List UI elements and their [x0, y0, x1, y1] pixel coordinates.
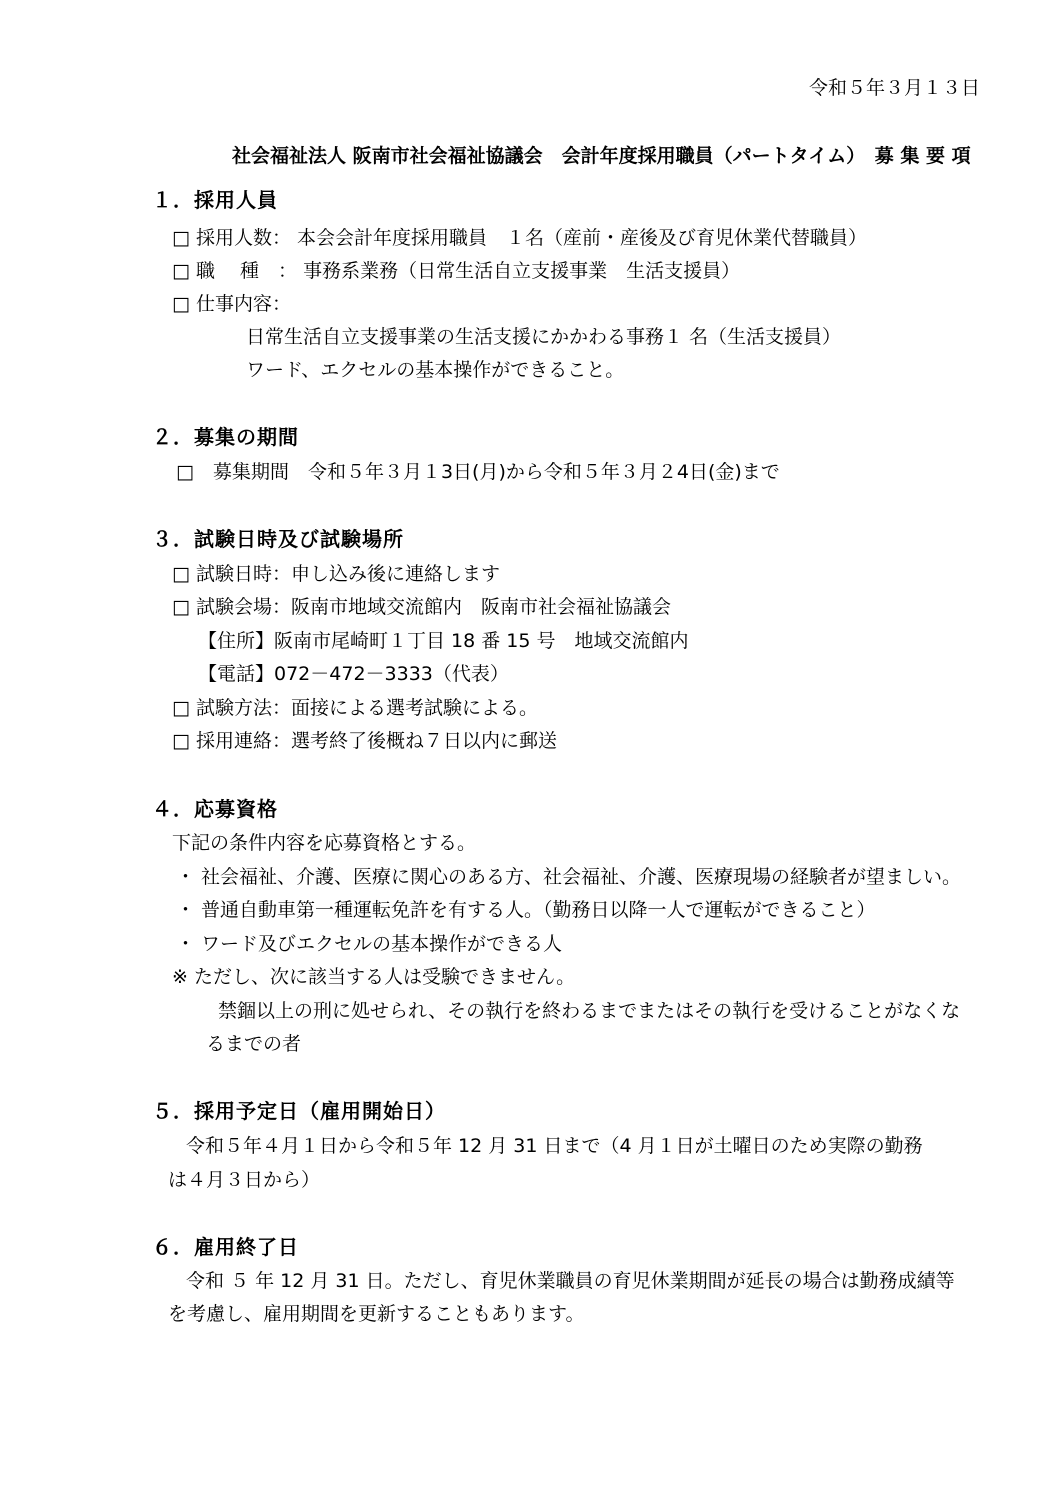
section-1-line: □ 職 種 ： 事務系業務（日常生活自立支援事業 生活支援員） — [172, 260, 741, 282]
section-4-line: 下記の条件内容を応募資格とする。 — [172, 832, 477, 854]
section-3-line: 【電話】072－472－3333（代表） — [198, 663, 509, 685]
section-4-line: ・ ワード及びエクセルの基本操作ができる人 — [176, 933, 563, 955]
section-3-line: □ 試験会場：阪南市地域交流館内 阪南市社会福祉協議会 — [172, 596, 671, 618]
section-4-line: ・ 社会福祉、介護、医療に関心のある方、社会福祉、介護、医療現場の経験者が望ましい。 — [176, 866, 962, 888]
section-1-line: ワード、エクセルの基本操作ができること。 — [246, 359, 625, 381]
section-3-line: 【住所】阪南市尾崎町１丁目 18 番 15 号 地域交流館内 — [198, 630, 689, 652]
document-date: 令和５年３月１３日 — [808, 77, 980, 99]
section-1-line: □ 採用人数： 本会会計年度採用職員 １名（産前・産後及び育児休業代替職員） — [172, 227, 868, 249]
section-1-line: □ 仕事内容： — [172, 293, 291, 315]
section-heading-4: ４．応募資格 — [152, 797, 278, 821]
section-heading-1: １．採用人員 — [152, 188, 278, 212]
section-2-line: □ 募集期間 令和５年３月１3日(月)から令和５年３月２4日(金)まで — [176, 461, 780, 483]
section-heading-2: ２．募集の期間 — [152, 425, 299, 449]
section-4-line: ※ ただし、次に該当する人は受験できません。 — [172, 966, 576, 988]
section-3-line: □ 試験方法：面接による選考試験による。 — [172, 697, 538, 719]
section-4-line: るまでの者 — [206, 1033, 302, 1055]
document-title: 社会福祉法人 阪南市社会福祉協議会 会計年度採用職員（パートタイム） 募 集 要 項 — [232, 145, 971, 167]
section-5-line: 令和５年４月１日から令和５年 12 月 31 日まで（4 月１日が土曜日のため実際の勤務 — [186, 1135, 923, 1157]
section-3-line: □ 試験日時：申し込み後に連絡します — [172, 563, 500, 585]
section-5-line: は４月３日から） — [168, 1169, 321, 1191]
section-4-line: 禁錮以上の刑に処せられ、その執行を終わるまでまたはその執行を受けることがなくな — [218, 1000, 961, 1022]
section-3-line: □ 採用連絡：選考終了後概ね７日以内に郵送 — [172, 730, 557, 752]
section-6-line: 令和 ５ 年 12 月 31 日。ただし、育児休業職員の育児休業期間が延長の場合は勤務成績等 — [186, 1270, 955, 1292]
section-heading-6: ６．雇用終了日 — [152, 1235, 299, 1259]
section-6-line: を考慮し、雇用期間を更新することもあります。 — [168, 1303, 585, 1325]
section-4-line: ・ 普通自動車第一種運転免許を有する人。（勤務日以降一人で運転ができること） — [176, 899, 876, 921]
section-heading-5: ５．採用予定日（雇用開始日） — [152, 1099, 446, 1123]
section-heading-3: ３．試験日時及び試験場所 — [152, 527, 404, 551]
section-1-line: 日常生活自立支援事業の生活支援にかかわる事務１ 名（生活支援員） — [246, 326, 842, 348]
